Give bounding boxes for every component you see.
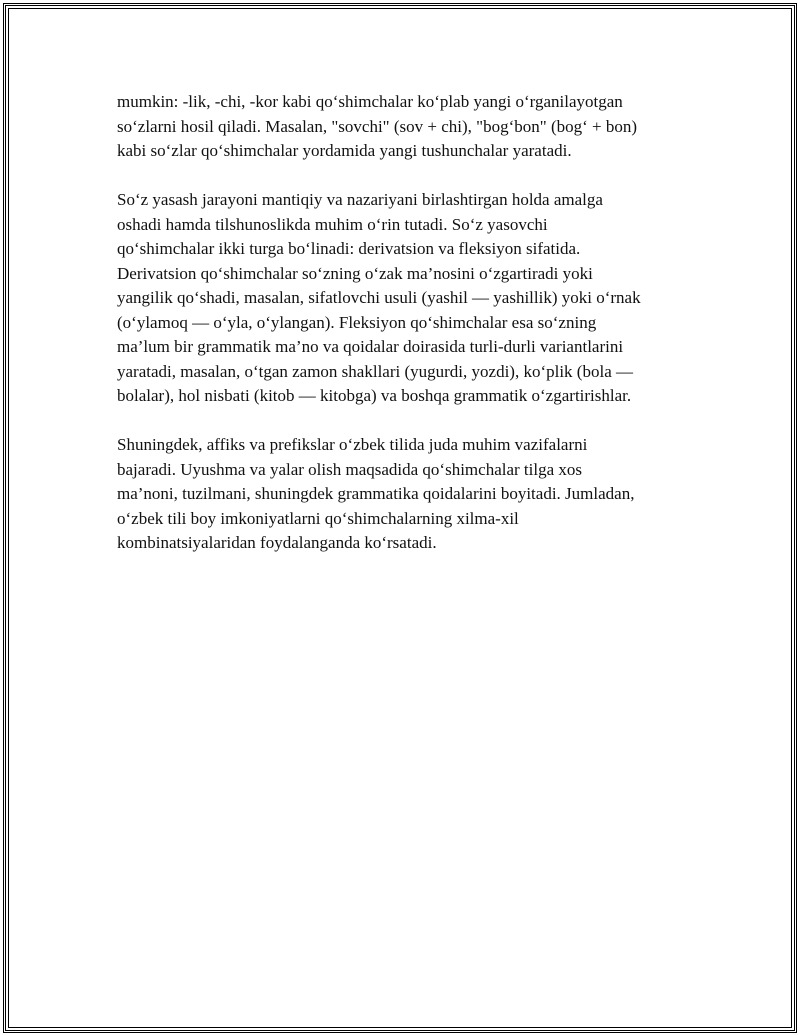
- paragraph-3: [117, 433, 697, 556]
- text-line: ma’lum bir grammatik ma’no va qoidalar doirasida turli-durli variantlarini: [117, 337, 624, 356]
- text-line: o‘zbek tili boy imkoniyatlarni qo‘shimchalarning xilma-xil: [117, 508, 519, 528]
- text-line: kabi so‘zlar qo‘shimchalar yordamida yangi tushunchalar yaratadi.: [117, 141, 572, 160]
- text-line: yangilik qo‘shadi, masalan, sifatlovchi usuli (yashil — yashillik) yoki o‘rnak: [117, 288, 641, 307]
- text-line: bolalar), hol nisbati (kitob — kitobga) va boshqa grammatik o‘zgartirishlar.: [117, 386, 632, 405]
- text-line: mumkin: -lik, -chi, -kor kabi qo‘shimchalar ko‘plab yangi o‘rganilayotgan: [117, 92, 623, 111]
- text-line: ma’noni, tuzilmani, shuningdek grammatika qoidalarini boyitadi. Jumladan,: [117, 484, 635, 503]
- text-line: Derivatsion qo‘shimchalar so‘zning o‘zak ma’nosini o‘zgartiradi yoki: [117, 263, 593, 283]
- text-line: yaratadi, masalan, o‘tgan zamon shakllari (yugurdi, yozdi), ko‘plik (bola —: [117, 361, 633, 381]
- text-line: qo‘shimchalar ikki turga bo‘linadi: derivatsion va fleksiyon sifatida.: [117, 239, 581, 258]
- text-line: kombinatsiyalaridan foydalanganda ko‘rsatadi.: [117, 533, 437, 552]
- paragraph-1: [117, 90, 697, 164]
- document-body: [117, 90, 697, 580]
- text-line: bajaradi. Uyushma va yalar olish maqsadida qo‘shimchalar tilga xos: [117, 459, 583, 479]
- text-line: oshadi hamda tilshunoslikda muhim o‘rin tutadi. So‘z yasovchi: [117, 214, 548, 234]
- text-line: (o‘ylamoq — o‘yla, o‘ylangan). Fleksiyon qo‘shimchalar esa so‘zning: [117, 312, 597, 332]
- text-line: Shuningdek, affiks va prefikslar o‘zbek tilida juda muhim vazifalarni: [117, 435, 588, 454]
- text-line: So‘z yasash jarayoni mantiqiy va nazariyani birlashtirgan holda amalga: [117, 190, 603, 209]
- text-line: so‘zlarni hosil qiladi. Masalan, "sovchi" (sov + chi), "bog‘bon" (bog‘ + bon): [117, 116, 638, 136]
- paragraph-2: [117, 188, 697, 409]
